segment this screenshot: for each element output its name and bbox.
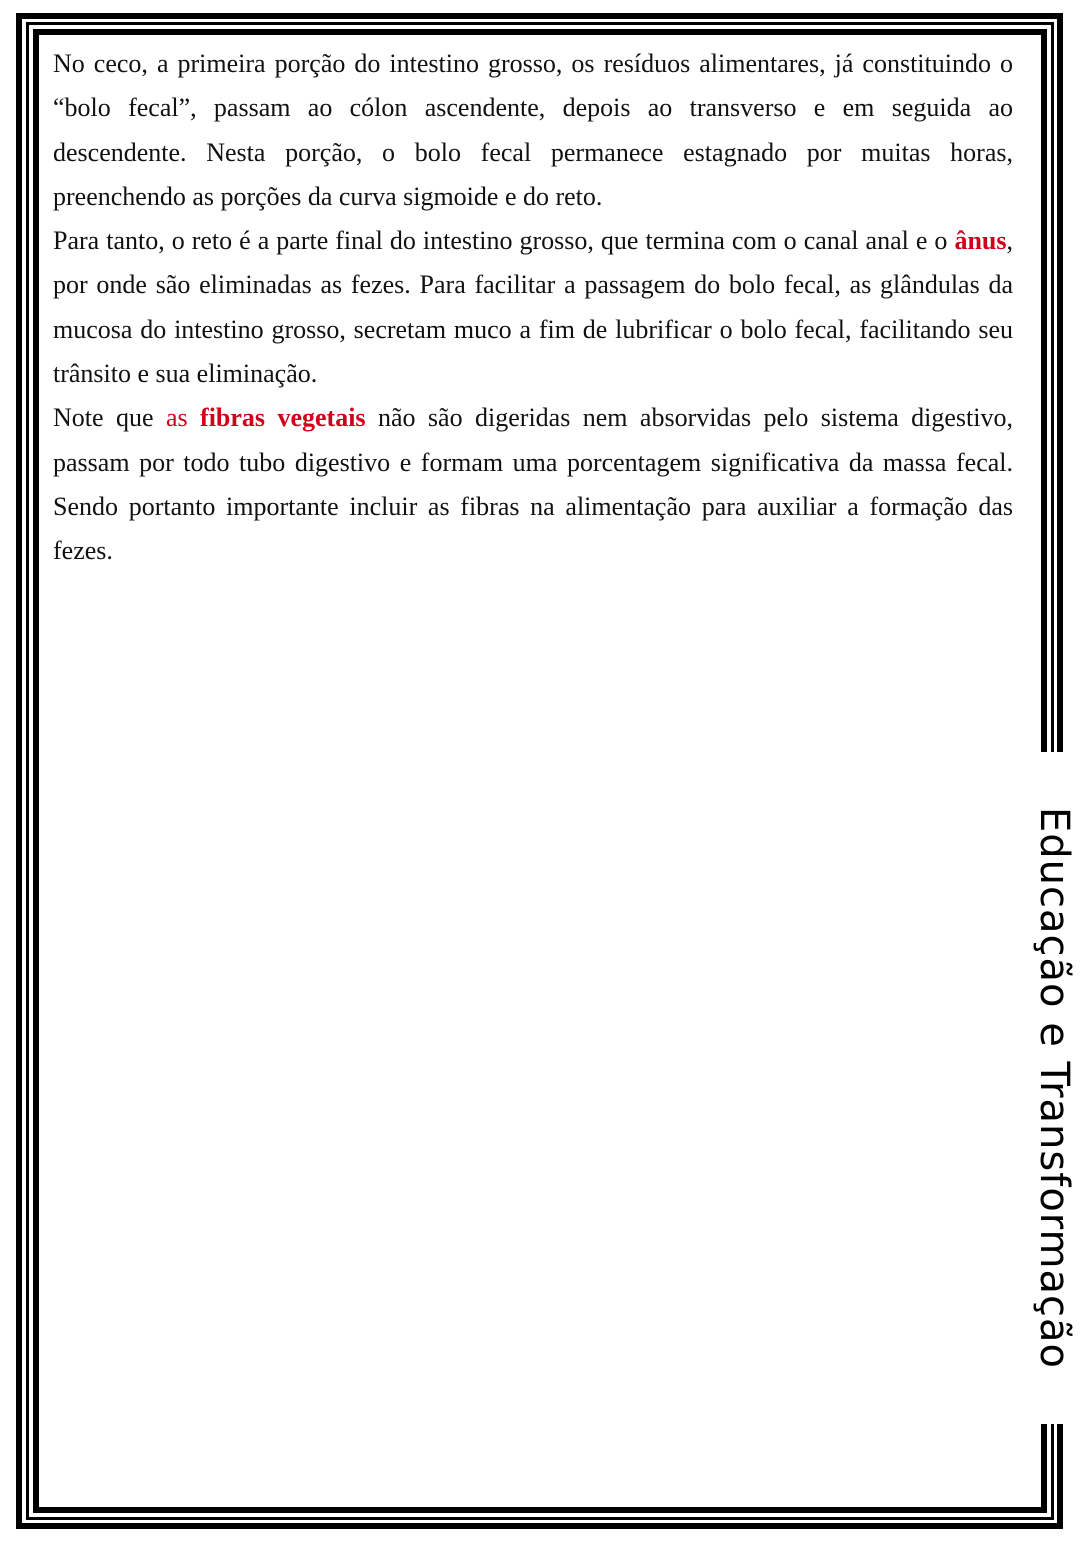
paragraph-colon — [53, 42, 1013, 219]
paragraph-text: No ceco, a primeira porção do intestino grosso, os resíduos alimentares, já constituindo o “bolo fecal”, passam ao cólon ascendente, depois ao transverso e em seguida ao descendente. Nesta porção, o bolo fecal permanece estagnado por muitas horas, preenchendo as porções da curva sigmoide e do reto. — [53, 49, 1013, 211]
paragraph-text: Para tanto, o reto é a parte final do intestino grosso, que termina com o canal anal e o — [53, 226, 955, 256]
side-watermark-label: Educação e Transformação — [1031, 807, 1077, 1369]
paragraph-text: Note que — [53, 403, 166, 433]
paragraph-reto — [53, 219, 1013, 396]
paragraph-fibras — [53, 396, 1013, 573]
highlight-as: as — [165, 403, 201, 433]
highlight-anus: ânus — [954, 226, 1007, 256]
document-body — [53, 42, 1013, 574]
highlight-fibras-vegetais: fibras vegetais — [200, 403, 366, 433]
paragraph-text: não são digeridas nem absorvidas pelo sistema digestivo, passam por todo tubo digestivo e formam uma porcentagem significativa da massa fecal. Sendo portanto importante incluir as fibras na alimentação para auxiliar a formação das fezes. — [53, 403, 1013, 566]
paragraph-text: , por onde são eliminadas as fezes. Para facilitar a passagem do bolo fecal, as glândulas da mucosa do intestino grosso, secretam muco a fim de lubrificar o bolo fecal, facilitando seu trânsito e sua eliminação. — [53, 226, 1013, 389]
